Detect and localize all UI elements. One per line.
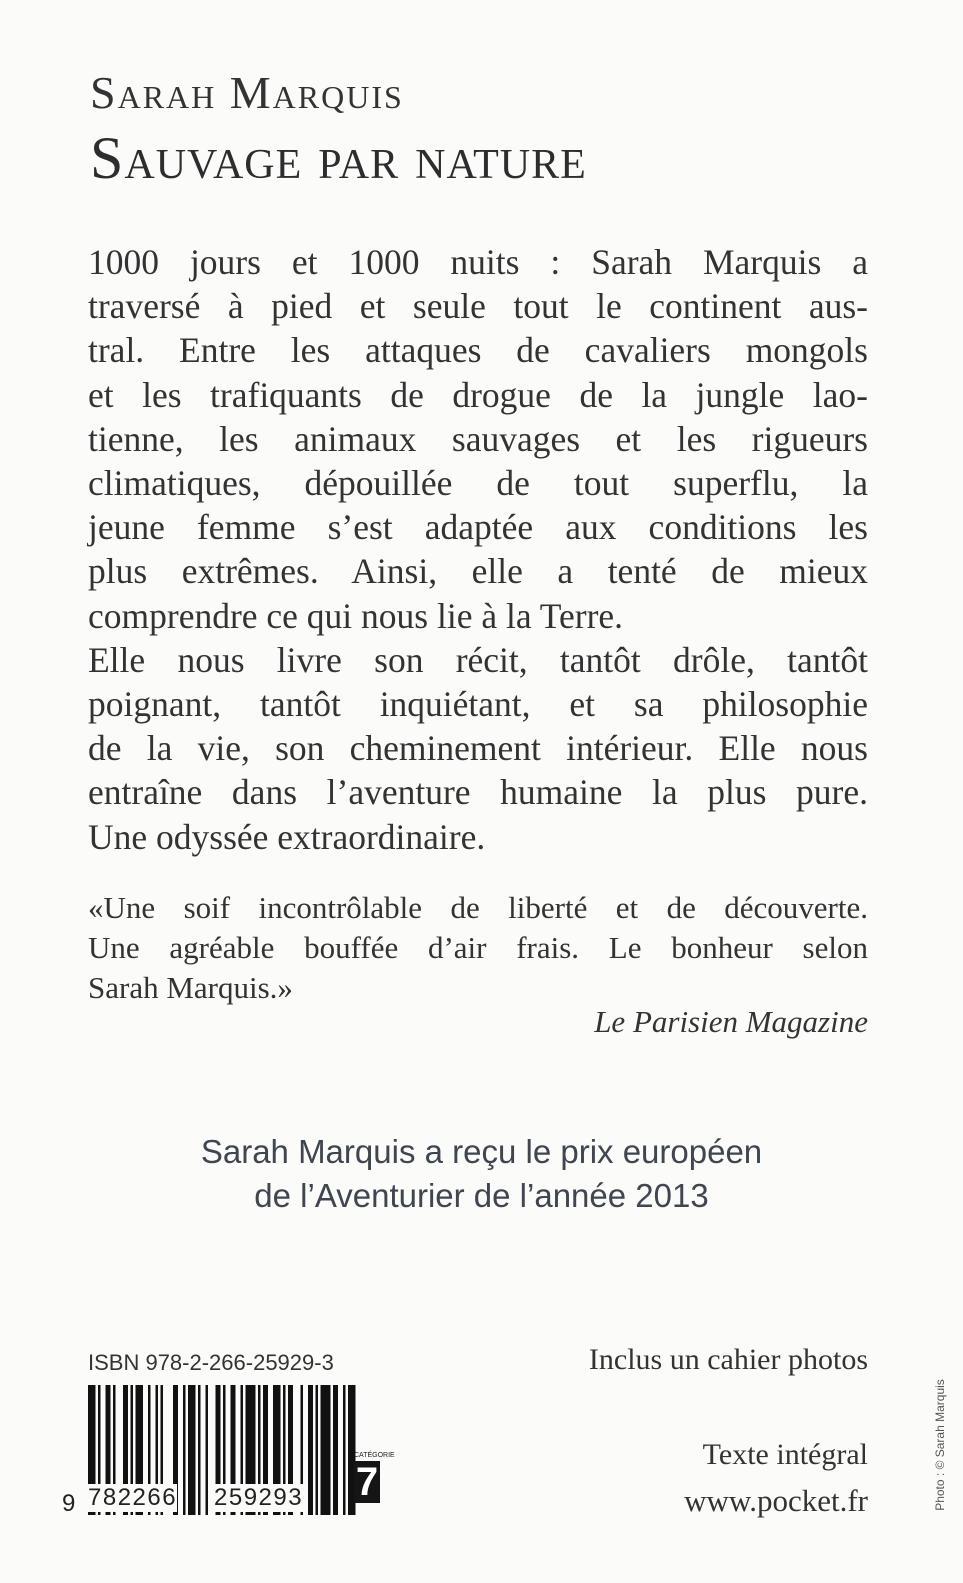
quote-line: Sarah Marquis.»: [88, 970, 293, 1005]
barcode-bar: [308, 1385, 313, 1515]
blurb-line: Elle nous livre son récit, tantôt drôle, tantôt: [88, 639, 868, 680]
barcode-digit-group: 782266: [88, 1484, 178, 1511]
barcode-bar: [183, 1385, 186, 1515]
category-label: CATÉGORIE: [354, 1452, 395, 1459]
barcode-bar: [316, 1385, 319, 1515]
blurb-line: plus extrêmes. Ainsi, elle a tenté de mieux: [88, 551, 868, 592]
award-note: [0, 1130, 963, 1218]
publisher-website: www.pocket.fr: [684, 1483, 868, 1518]
category-badge: [354, 1452, 395, 1504]
quote-line: Une agréable bouffée d’air frais. Le bonheur selon: [88, 930, 868, 965]
blurb-line: comprendre ce qui nous lie à la Terre.: [88, 595, 624, 636]
barcode-bar: [333, 1385, 338, 1515]
award-line: de l’Aventurier de l’année 2013: [254, 1177, 709, 1214]
award-line: Sarah Marquis a reçu le prix européen: [200, 1133, 763, 1170]
barcode-bar: [343, 1385, 346, 1515]
blurb-line: 1000 jours et 1000 nuits : Sarah Marquis a: [88, 242, 868, 282]
category-number: 7: [355, 1460, 379, 1504]
quote-line: «Une soif incontrôlable de liberté et de découverte.: [88, 890, 868, 925]
press-quote: [88, 888, 868, 1008]
barcode-digit-group: 259293: [214, 1484, 304, 1511]
blurb-line: et les trafiquants de drogue de la jungle lao-: [88, 374, 868, 415]
photo-credit: Photo : © Sarah Marquis: [933, 1379, 947, 1511]
blurb-line: traversé à pied et seule tout le continent aus-: [88, 286, 868, 327]
book-title: Sauvage par nature: [90, 125, 587, 191]
barcode-bar: [321, 1385, 331, 1515]
barcode-bar: [206, 1385, 209, 1515]
photos-note: Inclus un cahier photos: [588, 1343, 868, 1376]
blurb-line: poignant, tantôt inquiétant, et sa philosophie: [88, 684, 868, 725]
blurb-paragraph: [88, 240, 868, 859]
blurb-line: jeune femme s’est adaptée aux conditions les: [88, 507, 868, 548]
isbn-label: ISBN 978-2-266-25929-3: [88, 1350, 334, 1375]
blurb-line: tienne, les animaux sauvages et les rigueurs: [88, 418, 868, 459]
barcode-bar: [198, 1385, 201, 1515]
barcode-bar: [188, 1385, 196, 1515]
blurb-line: climatiques, dépouillée de tout superflu, la: [88, 463, 868, 504]
quote-source: Le Parisien Magazine: [594, 1004, 868, 1039]
blurb-line: entraîne dans l’aventure humaine la plus pure.: [88, 772, 868, 813]
integral-note: Texte intégral: [702, 1438, 868, 1471]
blurb-line: Une odyssée extraordinaire.: [88, 816, 486, 857]
barcode-lead-digit: 9: [62, 1490, 77, 1517]
blurb-line: de la vie, son cheminement intérieur. Elle nous: [88, 728, 868, 769]
author-name: Sarah Marquis: [90, 67, 404, 118]
blurb-line: tral. Entre les attaques de cavaliers mongols: [88, 330, 868, 371]
